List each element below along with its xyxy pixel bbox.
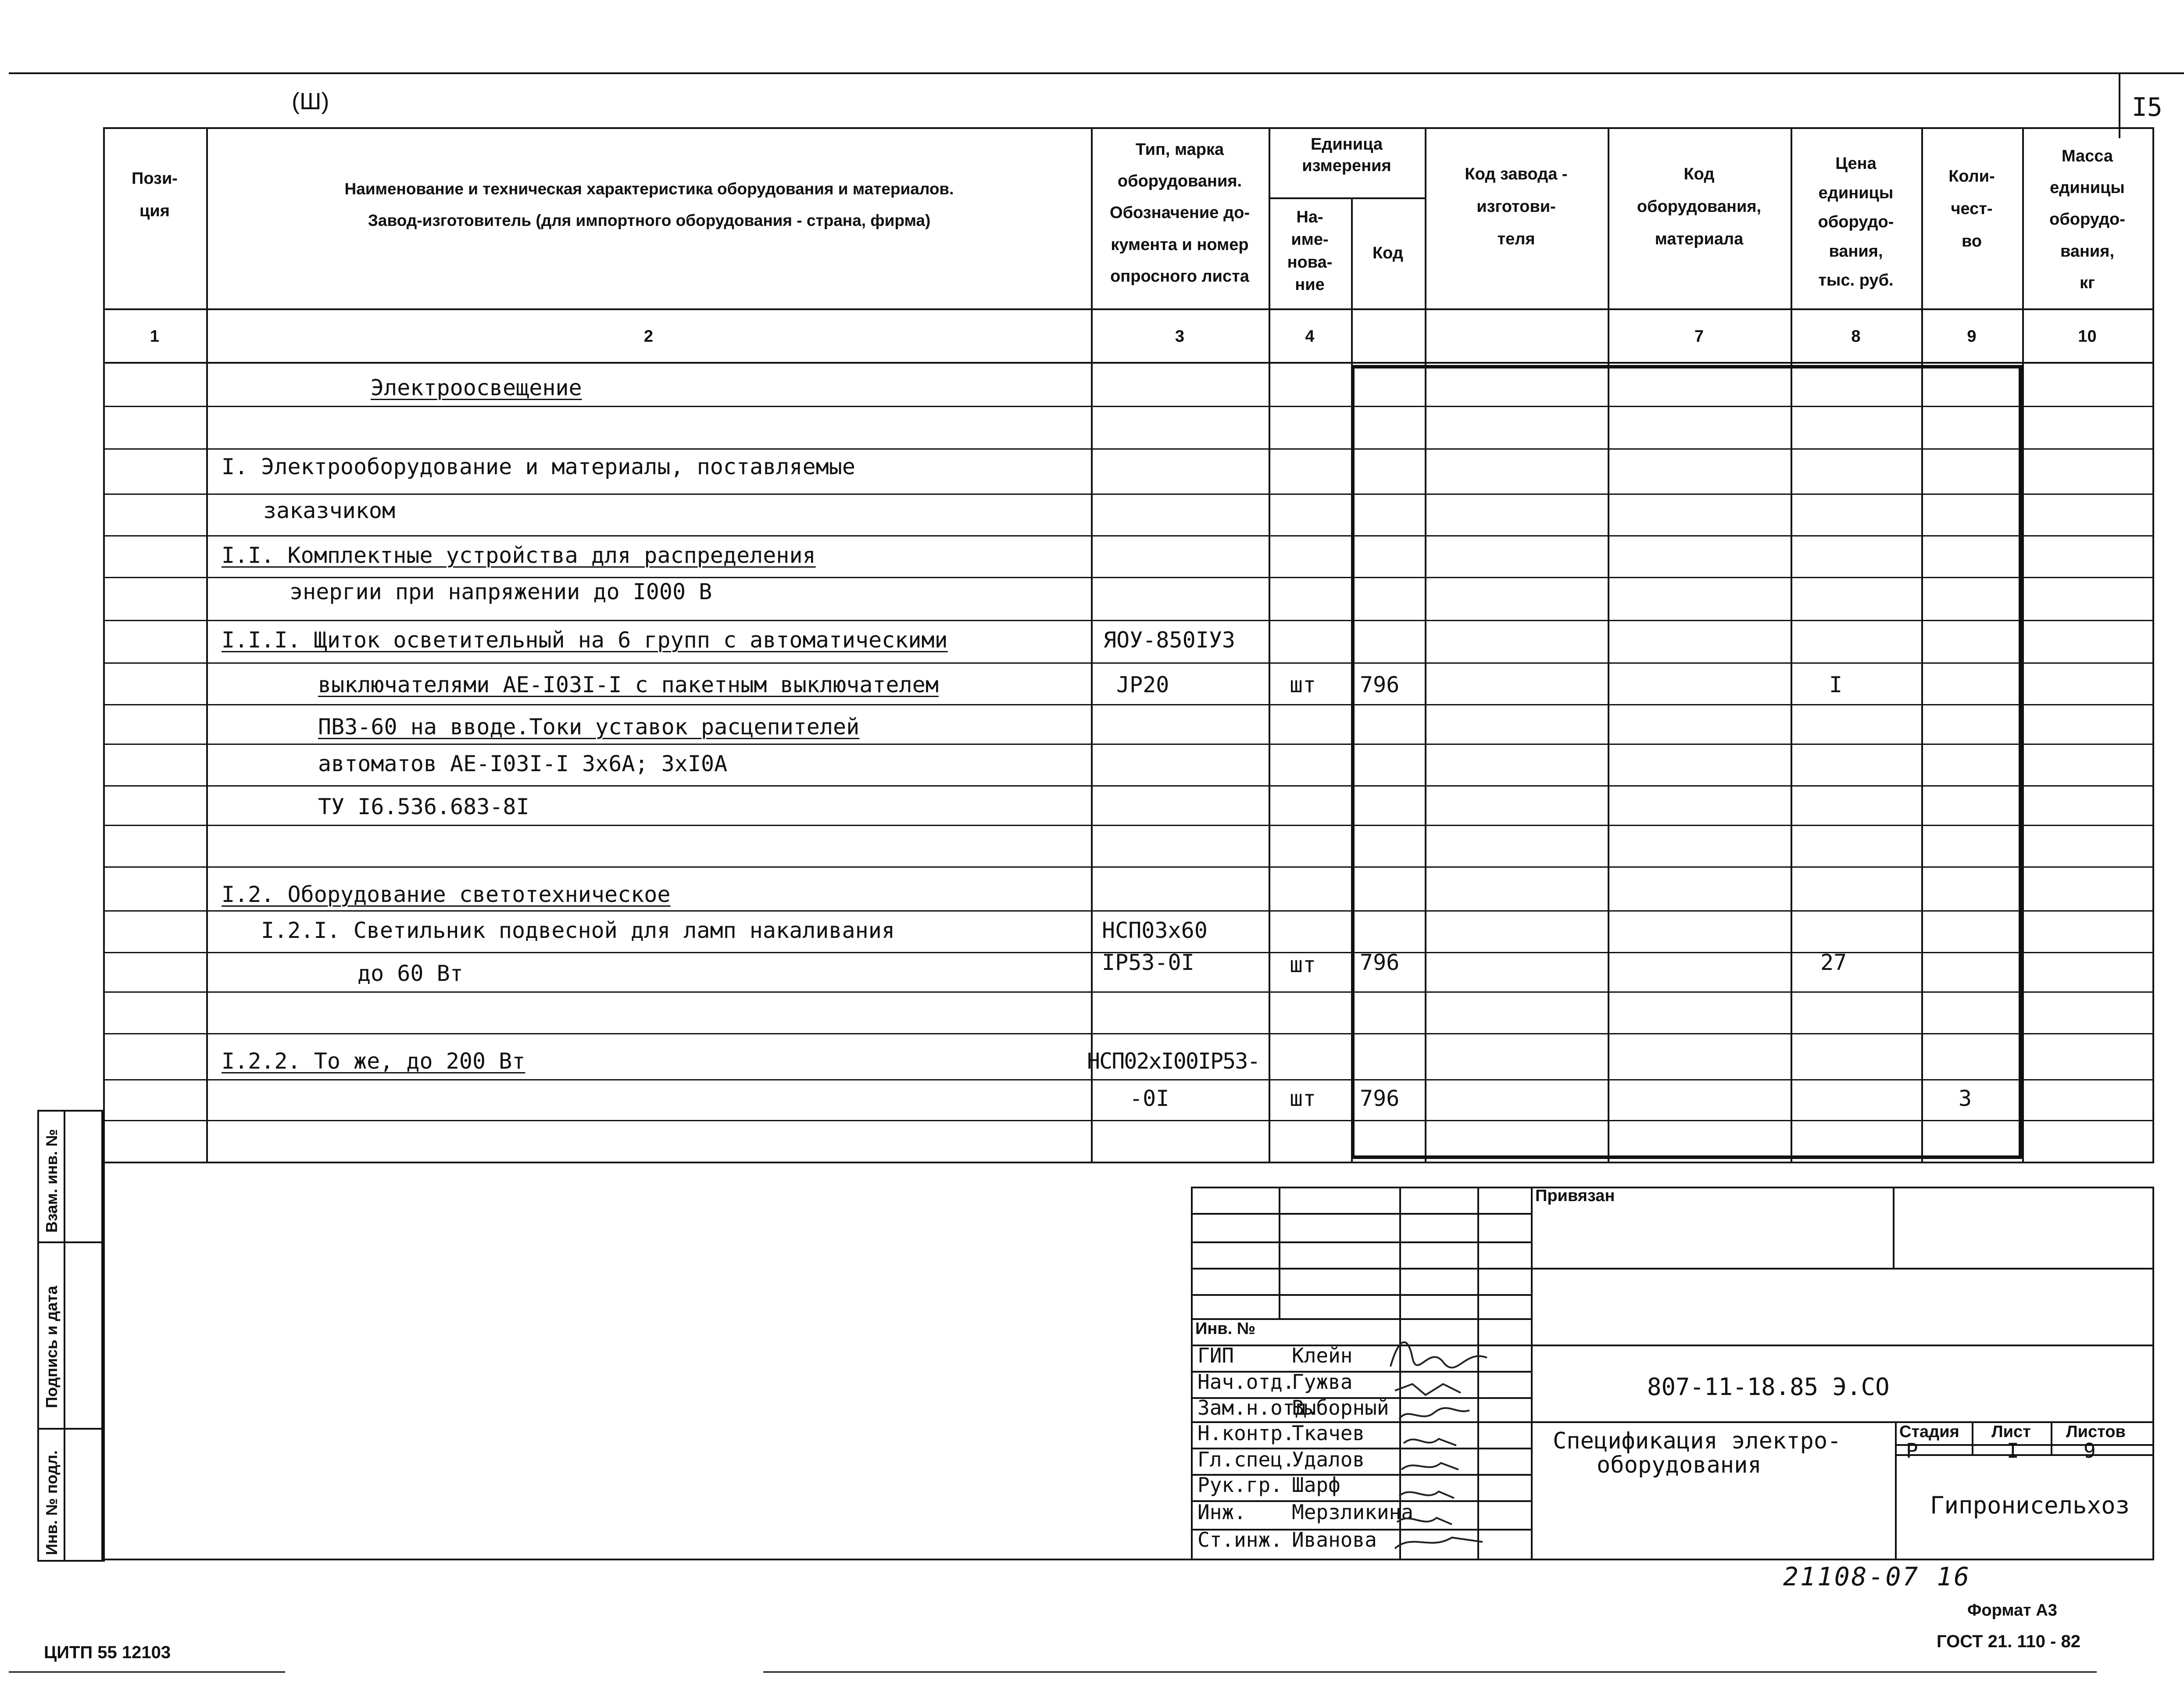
tb-grid-v <box>2051 1421 2052 1454</box>
item-1-1-1-price: I <box>1829 672 1843 697</box>
item-1-2-1-type-a: НСП03х60 <box>1102 918 1208 943</box>
tb-right-line <box>2152 1187 2154 1559</box>
row-line <box>103 406 2154 407</box>
tb-name: Ткачев <box>1292 1421 1365 1445</box>
tb-sheet-value: I <box>2007 1439 2019 1463</box>
tb-name: Выборный <box>1292 1396 1389 1420</box>
row-line <box>103 494 2154 495</box>
gost-label: ГОСТ 21. 110 - 82 <box>1937 1632 2080 1651</box>
unit-group-line <box>1269 197 1425 199</box>
header-unit-group: Единица измерения <box>1302 135 1391 175</box>
tb-role: ГИП <box>1197 1344 1234 1367</box>
tb-role: Гл.спец. <box>1197 1448 1295 1471</box>
tb-grid-h <box>1895 1444 2154 1446</box>
item-1-2-2-unit: шт <box>1290 1086 1316 1111</box>
item-1-1-1-type-b: ЈР20 <box>1116 672 1169 697</box>
item-1-1-line-a: I.I. Комплектные устройства для распределения <box>222 543 816 568</box>
header-quantity: Коли- чест- во <box>1948 167 1995 251</box>
tb-grid-h <box>1191 1268 2154 1270</box>
colnum-7: 7 <box>1694 327 1704 346</box>
archive-number: 21108-07 16 <box>1783 1562 1971 1592</box>
tb-organization: Гипронисельхоз <box>1930 1491 2130 1519</box>
side-stamp-line <box>37 1428 103 1430</box>
item-1-2-2-code: 796 <box>1360 1086 1400 1111</box>
tb-grid-h <box>1895 1454 2154 1456</box>
tb-name: Мерзликина <box>1292 1500 1413 1524</box>
header-bottom-line <box>103 308 2154 310</box>
side-stamp-signature-date: Подпись и дата <box>43 1286 61 1408</box>
colnum-2: 2 <box>643 327 654 346</box>
row-line <box>103 910 2154 912</box>
section-title: Электроосвещение <box>371 375 582 401</box>
tb-name: Гужва <box>1292 1370 1353 1394</box>
tb-doc-title-2: оборудования <box>1597 1452 1762 1478</box>
tb-name: Клейн <box>1292 1344 1353 1367</box>
item-1-1-1-type-a: ЯОУ-850IУ3 <box>1103 627 1236 653</box>
item-1-2-2-qty: 3 <box>1959 1086 1972 1111</box>
row-line <box>103 825 2154 826</box>
side-stamp-replaced-inv: Взам. инв. № <box>43 1129 61 1233</box>
item-1-1-1-code: 796 <box>1360 672 1400 697</box>
footer-line <box>763 1671 2097 1673</box>
header-equipment-code: Код оборудования, материала <box>1637 165 1762 249</box>
tb-grid-h <box>1191 1241 1531 1243</box>
item-1-2-1-line-b: до 60 Вт <box>357 961 463 986</box>
header-price: Цена единицы оборудо- вания, тыс. руб. <box>1818 154 1894 290</box>
frame-bottom-line <box>103 1559 2154 1560</box>
signatures-image <box>1382 1318 1526 1555</box>
tb-grid-v <box>1972 1421 1973 1454</box>
tb-role: Зам.н.отд. <box>1197 1396 1319 1420</box>
row-line <box>103 866 2154 868</box>
row-line <box>103 535 2154 536</box>
tb-name: Иванова <box>1292 1528 1377 1552</box>
row-line <box>103 1120 2154 1121</box>
tb-stage-label: Стадия <box>1899 1423 1959 1441</box>
col-line-1 <box>206 127 208 1162</box>
tb-stage-value: Р <box>1906 1439 1918 1463</box>
item-1-2-2-type-b: -0I <box>1130 1086 1169 1111</box>
tb-grid-h <box>1191 1294 1531 1296</box>
tb-name: Удалов <box>1292 1448 1365 1471</box>
colnum-8: 8 <box>1851 327 1861 346</box>
row-line <box>103 620 2154 621</box>
item-1-1-1-line-c: ПВ3-60 на вводе.Токи уставок расцепителей <box>318 714 860 740</box>
tb-grid-v <box>1279 1187 1280 1318</box>
header-factory-code: Код завода - изготови- теля <box>1465 165 1568 249</box>
tb-sheets-value: 9 <box>2084 1439 2096 1463</box>
row-line <box>103 448 2154 450</box>
item-1-1-1-line-e: ТУ I6.536.683-8I <box>318 794 529 819</box>
tb-doc-title-1: Спецификация электро- <box>1553 1428 1841 1454</box>
colnum-9: 9 <box>1967 327 1977 346</box>
format-label: Формат А3 <box>1967 1601 2057 1620</box>
item-1-1-1-line-d: автоматов АЕ-I03I-I 3х6А; 3хI0А <box>318 751 728 776</box>
tb-doc-code: 807-11-18.85 Э.СО <box>1647 1373 1890 1401</box>
header-position: Пози- ция <box>132 169 178 221</box>
header-unit-code: Код <box>1372 244 1404 262</box>
colnum-1: 1 <box>150 327 160 346</box>
tb-role: Н.контр. <box>1197 1421 1295 1445</box>
item-1-2-1-unit: шт <box>1290 952 1316 977</box>
row-line <box>103 662 2154 664</box>
colnum-10: 10 <box>2078 327 2097 346</box>
roman-mark: (Ш) <box>292 88 329 114</box>
top-border-line <box>9 72 2184 74</box>
table-bottom-line <box>103 1162 2154 1163</box>
colnum-4: 4 <box>1305 327 1315 346</box>
tb-inv-label: Инв. № <box>1195 1320 1256 1338</box>
tb-grid-v <box>1531 1187 1533 1559</box>
row-line <box>103 1079 2154 1080</box>
item-1-line-a: I. Электрооборудование и материалы, поставляемые <box>222 454 855 479</box>
item-1-2-1-code: 796 <box>1360 950 1400 975</box>
item-1-2-1-line-a: I.2.I. Светильник подвесной для ламп накаливания <box>261 918 895 943</box>
colnum-3: 3 <box>1175 327 1185 346</box>
header-name: Наименование и техническая характеристика оборудования и материалов. Завод-изготовитель (для импортного оборудования - страна, фирма) <box>344 180 954 230</box>
item-1-2-2-line-a: I.2.2. То же, до 200 Вт <box>222 1048 525 1074</box>
table-top-line <box>103 127 2154 129</box>
item-1-1-1-line-b: выключателями АЕ-I03I-I с пакетным выключателем <box>318 672 939 697</box>
row-line <box>103 744 2154 745</box>
row-line <box>103 1033 2154 1034</box>
side-stamp-line <box>37 1241 103 1243</box>
side-stamp-divider <box>64 1110 65 1562</box>
tb-sheets-label: Листов <box>2066 1423 2126 1441</box>
row-line <box>103 704 2154 705</box>
header-unit-name: На- име- нова- ние <box>1287 208 1333 294</box>
item-1-line-b: заказчиком <box>263 498 396 523</box>
tb-role: Инж. <box>1197 1500 1246 1524</box>
col-line-right <box>2152 127 2154 1162</box>
row-line <box>103 785 2154 787</box>
item-1-2-1-price: 27 <box>1820 950 1847 975</box>
tb-sheet-label: Лист <box>1991 1423 2031 1441</box>
item-1-2-title: I.2. Оборудование светотехническое <box>222 882 671 907</box>
item-1-1-line-b: энергии при напряжении до I000 В <box>290 579 712 604</box>
page-number: I5 <box>2132 92 2163 122</box>
tb-role: Ст.инж. <box>1197 1528 1283 1552</box>
row-line <box>103 577 2154 578</box>
tb-grid-h <box>1191 1213 1531 1215</box>
item-1-1-1-unit: шт <box>1290 672 1316 697</box>
item-1-2-2-type-a: НСП02хI00IP53- <box>1087 1048 1260 1074</box>
tb-role: Рук.гр. <box>1197 1473 1283 1497</box>
colnum-bottom-line <box>103 362 2154 364</box>
side-stamp-original-inv: Инв. № подл. <box>43 1450 61 1555</box>
tb-name: Шарф <box>1292 1473 1340 1497</box>
citp-label: ЦИТП 55 12103 <box>44 1643 171 1662</box>
header-type: Тип, марка оборудования. Обозначение до- кумента и номер опросного листа <box>1110 140 1250 286</box>
thick-block-frame <box>1351 365 2022 1159</box>
footer-line <box>9 1671 285 1673</box>
header-mass: Масса единицы оборудо- вания, кг <box>2049 147 2125 292</box>
tb-grid-v <box>1893 1187 1894 1268</box>
tb-bound-label: Привязан <box>1535 1187 1615 1205</box>
item-1-1-1-line-a: I.I.I. Щиток осветительный на 6 групп с автоматическими <box>222 627 948 653</box>
row-line <box>103 991 2154 993</box>
tb-role: Нач.отд. <box>1197 1370 1295 1394</box>
tb-top-line <box>1191 1187 2154 1188</box>
tb-grid-v <box>1895 1421 1897 1559</box>
item-1-2-1-type-b: IP53-0I <box>1102 950 1194 975</box>
